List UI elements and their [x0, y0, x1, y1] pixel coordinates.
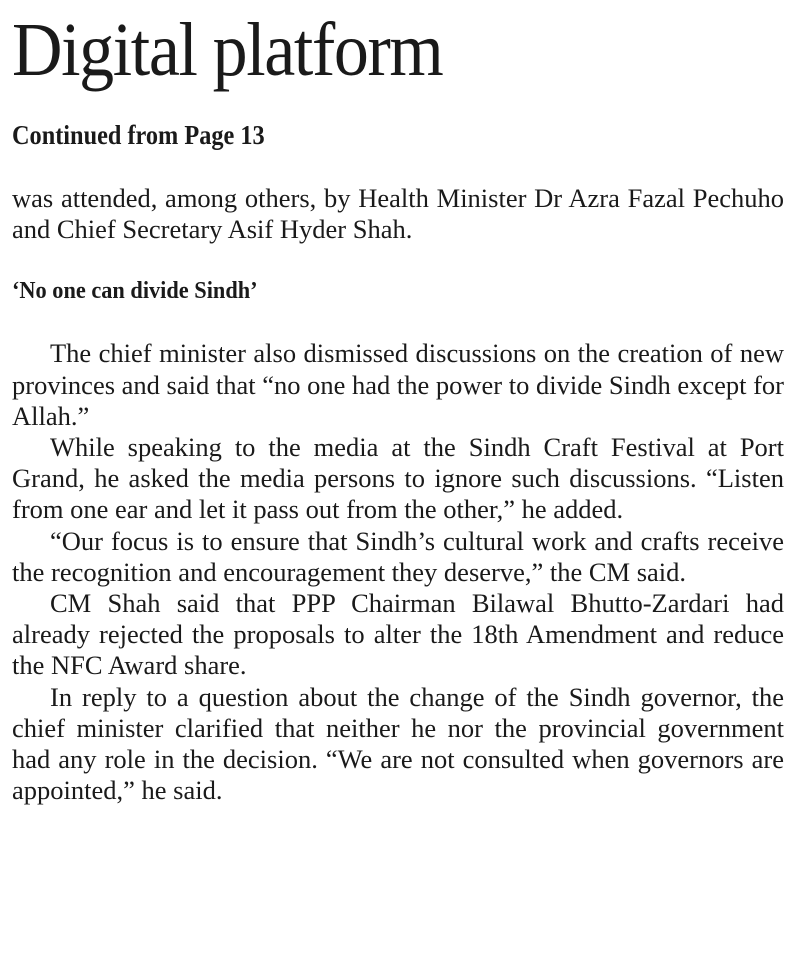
lead-paragraph: was attended, among others, by Health Minister Dr Azra Fazal Pechuho and Chief Secretary Asif Hyder Shah.: [12, 183, 784, 245]
article-paragraph: While speaking to the media at the Sindh Craft Festival at Port Grand, he asked the media persons to ignore such discussions. “Listen from one ear and let it pass out from the other,” he added.: [12, 432, 784, 525]
article-paragraph: “Our focus is to ensure that Sindh’s cultural work and crafts receive the recognition and encouragement they deserve,” the CM said.: [12, 525, 784, 587]
article-paragraph: In reply to a question about the change of the Sindh governor, the chief minister clarified that neither he nor the provincial government had any role in the decision. “We are not consulted when governors are appointed,” he said.: [12, 681, 784, 806]
article-body: [12, 183, 784, 806]
article-paragraph: CM Shah said that PPP Chairman Bilawal Bhutto-Zardari had already rejected the proposals to alter the 18th Amendment and reduce the NFC Award share.: [12, 588, 784, 681]
section-subheading: ‘No one can divide Sindh’: [12, 278, 258, 305]
article-paragraph: The chief minister also dismissed discussions on the creation of new provinces and said that “no one had the power to divide Sindh except for Allah.”: [12, 338, 784, 431]
continued-from-label: Continued from Page 13: [12, 120, 265, 150]
article-headline: Digital platform: [12, 8, 443, 92]
